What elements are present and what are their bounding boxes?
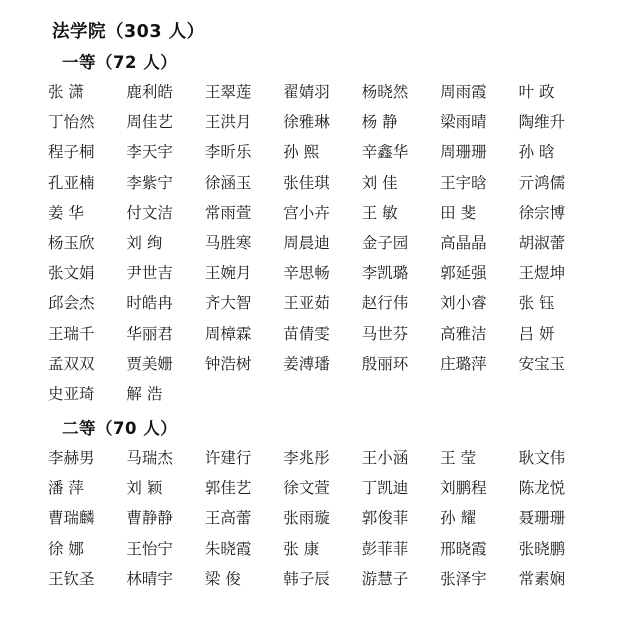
name-cell: 张佳琪 xyxy=(283,173,330,192)
name-cell: 刘小睿 xyxy=(440,294,487,313)
name-cell: 李凯璐 xyxy=(361,264,409,283)
name-cell: 宫小卉 xyxy=(283,203,330,222)
name-cell: 王 敏 xyxy=(361,203,398,222)
name-cell: 鹿利皓 xyxy=(126,83,173,101)
name-cell: 姜 华 xyxy=(48,203,84,222)
name-cell: 高晶晶 xyxy=(440,233,487,252)
name-cell: 史亚琦 xyxy=(48,384,95,403)
name-cell: 王亚茹 xyxy=(283,294,330,313)
name-cell: 金子园 xyxy=(361,233,409,252)
name-cell: 常素娴 xyxy=(518,569,566,588)
name-cell: 张泽宇 xyxy=(440,569,487,588)
name-cell: 丁凯迪 xyxy=(361,479,409,498)
name-cell: 王高蕾 xyxy=(204,509,252,528)
name-cell: 许建行 xyxy=(204,449,252,468)
name-cell: 叶 政 xyxy=(518,83,555,101)
name-cell: 付文洁 xyxy=(126,203,173,222)
name-cell: 王翠莲 xyxy=(204,83,252,101)
name-cell: 孙 熙 xyxy=(283,143,320,162)
name-cell: 钟浩树 xyxy=(204,354,252,373)
name-grid-first-prize xyxy=(48,77,597,409)
name-cell: 杨晓然 xyxy=(361,83,409,101)
name-cell: 翟婧羽 xyxy=(283,83,330,101)
name-cell: 徐 娜 xyxy=(48,539,84,558)
name-cell: 田 斐 xyxy=(440,203,477,222)
name-cell: 邱会杰 xyxy=(48,294,95,313)
name-cell: 尹世吉 xyxy=(126,264,173,283)
name-cell: 周雨霞 xyxy=(440,83,487,101)
name-cell: 苗倩雯 xyxy=(283,324,330,343)
name-cell: 李天宇 xyxy=(126,143,173,162)
name-cell: 刘鹏程 xyxy=(440,479,487,498)
name-cell: 姜溥璠 xyxy=(283,354,330,373)
name-cell: 郭延强 xyxy=(440,264,487,283)
name-cell: 林晴宇 xyxy=(126,569,173,588)
name-cell: 刘 颖 xyxy=(126,479,163,498)
name-cell: 刘 佳 xyxy=(361,173,398,192)
name-cell: 邢晓霞 xyxy=(440,539,487,558)
name-cell: 周樟霖 xyxy=(204,324,252,343)
name-cell: 张晓鹏 xyxy=(518,539,566,558)
name-cell: 徐涵玉 xyxy=(204,173,252,192)
name-cell: 殷丽环 xyxy=(361,354,409,373)
section-heading: 一等（72 人） xyxy=(62,53,178,72)
name-cell: 曹静静 xyxy=(126,509,173,528)
name-cell: 庄璐萍 xyxy=(440,354,487,373)
name-cell: 王小涵 xyxy=(361,449,409,468)
name-cell: 韩子辰 xyxy=(283,569,330,588)
name-cell: 孙 晗 xyxy=(518,143,555,162)
name-cell: 辛思畅 xyxy=(283,264,330,283)
name-cell: 马胜寒 xyxy=(204,233,252,252)
name-cell: 李兆彤 xyxy=(283,449,330,468)
name-cell: 徐雅琳 xyxy=(283,113,330,132)
name-cell: 徐文萱 xyxy=(283,479,330,498)
name-cell: 周晨迪 xyxy=(283,233,330,252)
name-cell: 时皓冉 xyxy=(126,294,173,313)
name-cell: 王煜坤 xyxy=(518,264,566,283)
name-cell: 梁雨晴 xyxy=(440,113,487,132)
name-cell: 赵行伟 xyxy=(361,294,409,313)
name-cell: 彭菲菲 xyxy=(361,539,409,558)
name-cell: 李昕乐 xyxy=(204,143,252,162)
name-cell: 王钦圣 xyxy=(48,569,95,588)
name-cell: 刘 绚 xyxy=(126,233,163,252)
name-cell: 曹瑞麟 xyxy=(48,509,95,528)
name-cell: 陶维升 xyxy=(518,113,566,132)
name-cell: 王瑞千 xyxy=(48,324,95,343)
name-cell: 孟双双 xyxy=(48,354,95,373)
name-cell: 杨玉欣 xyxy=(48,233,95,252)
name-cell: 高雅洁 xyxy=(440,324,487,343)
name-cell: 徐宗博 xyxy=(518,203,566,222)
name-cell: 郭俊菲 xyxy=(361,509,409,528)
section-first-prize xyxy=(48,49,597,409)
name-cell: 辛鑫华 xyxy=(361,143,409,162)
name-cell: 胡淑蕾 xyxy=(518,233,566,252)
name-cell: 朱晓霞 xyxy=(204,539,252,558)
name-cell: 杨 静 xyxy=(361,113,398,132)
name-cell: 常雨萱 xyxy=(204,203,252,222)
name-cell: 贾美姗 xyxy=(126,354,173,373)
name-cell: 王婉月 xyxy=(204,264,252,283)
name-cell: 梁 俊 xyxy=(204,569,241,588)
name-cell: 马瑞杰 xyxy=(126,449,173,468)
name-cell: 陈龙悦 xyxy=(518,479,566,498)
name-cell: 丁怡然 xyxy=(48,113,95,132)
name-cell: 潘 萍 xyxy=(48,479,84,498)
name-cell: 张 钰 xyxy=(518,294,555,313)
name-cell: 王洪月 xyxy=(204,113,252,132)
name-cell: 王 莹 xyxy=(440,449,477,468)
name-cell: 郭佳艺 xyxy=(204,479,252,498)
name-cell: 周佳艺 xyxy=(126,113,173,132)
name-cell: 张文娟 xyxy=(48,264,95,283)
name-cell: 程子桐 xyxy=(48,143,95,162)
name-cell: 张雨璇 xyxy=(283,509,330,528)
section-second-prize xyxy=(48,415,597,594)
name-cell: 李紫宁 xyxy=(126,173,173,192)
name-cell: 游慧子 xyxy=(361,569,409,588)
name-cell: 周珊珊 xyxy=(440,143,487,162)
name-cell: 齐大智 xyxy=(204,294,252,313)
name-cell: 李赫男 xyxy=(48,449,95,468)
name-cell: 吕 妍 xyxy=(518,324,555,343)
section-heading: 二等（70 人） xyxy=(62,419,178,439)
name-cell: 王怡宁 xyxy=(126,539,173,558)
name-cell: 张 潇 xyxy=(48,83,84,101)
name-cell: 聂珊珊 xyxy=(518,509,566,528)
name-cell: 王宇晗 xyxy=(440,173,487,192)
name-cell: 马世芬 xyxy=(361,324,409,343)
name-cell: 孙 耀 xyxy=(440,509,477,528)
name-cell: 安宝玉 xyxy=(518,354,566,373)
name-cell: 耿文伟 xyxy=(518,449,566,468)
name-cell: 孔亚楠 xyxy=(48,173,95,192)
name-cell: 张 康 xyxy=(283,539,320,558)
name-cell: 亓鸿儒 xyxy=(518,173,566,192)
name-cell: 解 浩 xyxy=(126,384,163,403)
page-title: 法学院（303 人） xyxy=(52,22,205,42)
name-grid-second-prize xyxy=(48,443,597,594)
name-cell: 华丽君 xyxy=(126,324,173,343)
